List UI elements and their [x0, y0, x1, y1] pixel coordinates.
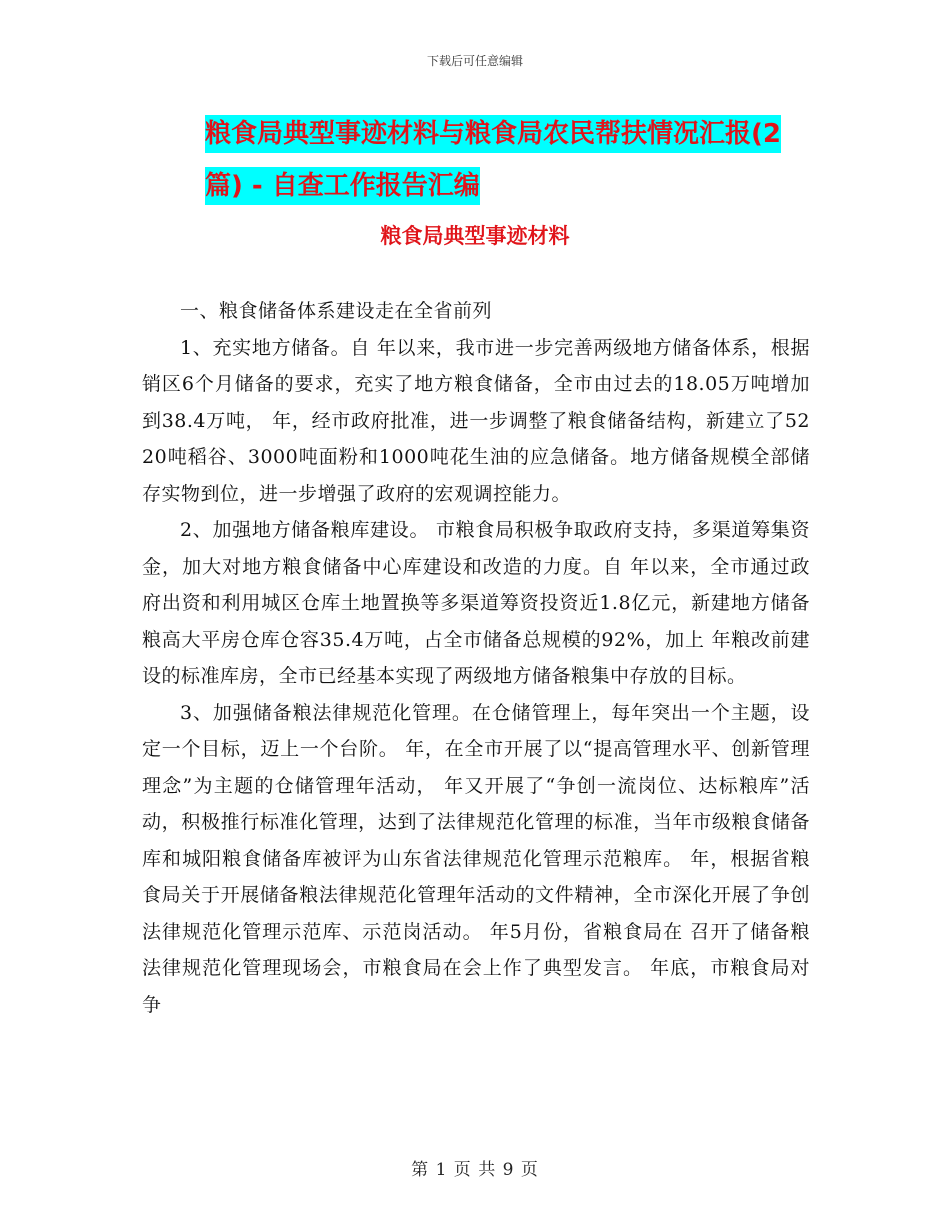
header-note: 下载后可任意编辑	[426, 54, 523, 68]
title-line-2: 篇) - 自查工作报告汇编	[205, 167, 480, 205]
document-title	[205, 108, 805, 212]
paragraph-heading: 一、粮食储备体系建设走在全省前列	[180, 300, 493, 322]
paragraph: 1、充实地方储备。自 年以来，我市进一步完善两级地方储备体系，根据销区6个月储备的要求，充实了地方粮食储备，全市由过去的18.05万吨增加到38.4万吨， 年，经市政府批准，进一步调整了粮食储备结构，新建立了5220吨稻谷、3000吨面粉和1000吨花生油的应急储备。地方储备规模全部储存实物到位，进一步增强了政府的宏观调控能力。	[142, 336, 810, 505]
paragraph: 3、加强储备粮法律规范化管理。在仓储管理上，每年突出一个主题，设定一个目标，迈上一个台阶。 年，在全市开展了以“提高管理水平、创新管理理念”为主题的仓储管理年活动， 年又开展了“争创一流岗位、达标粮库”活动，积极推行标准化管理，达到了法律规范化管理的标准，当年市级粮食储备库和城阳粮食储备库被评为山东省法律规范化管理示范粮库。 年，根据省粮食局关于开展储备粮法律规范化管理年活动的文件精神，全市深化开展了争创法律规范化管理示范库、示范岗活动。 年5月份，省粮食局在 召开了储备粮法律规范化管理现场会，市粮食局在会上作了典型发言。 年底，市粮食局对争	[142, 701, 810, 1016]
section-title: 粮食局典型事迹材料	[380, 224, 570, 248]
document-body	[142, 293, 810, 1023]
paragraph: 2、加强地方储备粮库建设。 市粮食局积极争取政府支持，多渠道筹集资金，加大对地方粮食储备中心库建设和改造的力度。自 年以来，全市通过政府出资和利用城区仓库土地置换等多渠道筹资投资近1.8亿元，新建地方储备粮高大平房仓库仓容35.4万吨，占全市储备总规模的92%，加上 年粮改前建设的标准库房，全市已经基本实现了两级地方储备粮集中存放的目标。	[142, 519, 810, 687]
page-number: 第 1 页 共 9 页	[411, 1160, 539, 1180]
title-line-1: 粮食局典型事迹材料与粮食局农民帮扶情况汇报(2	[205, 115, 781, 153]
